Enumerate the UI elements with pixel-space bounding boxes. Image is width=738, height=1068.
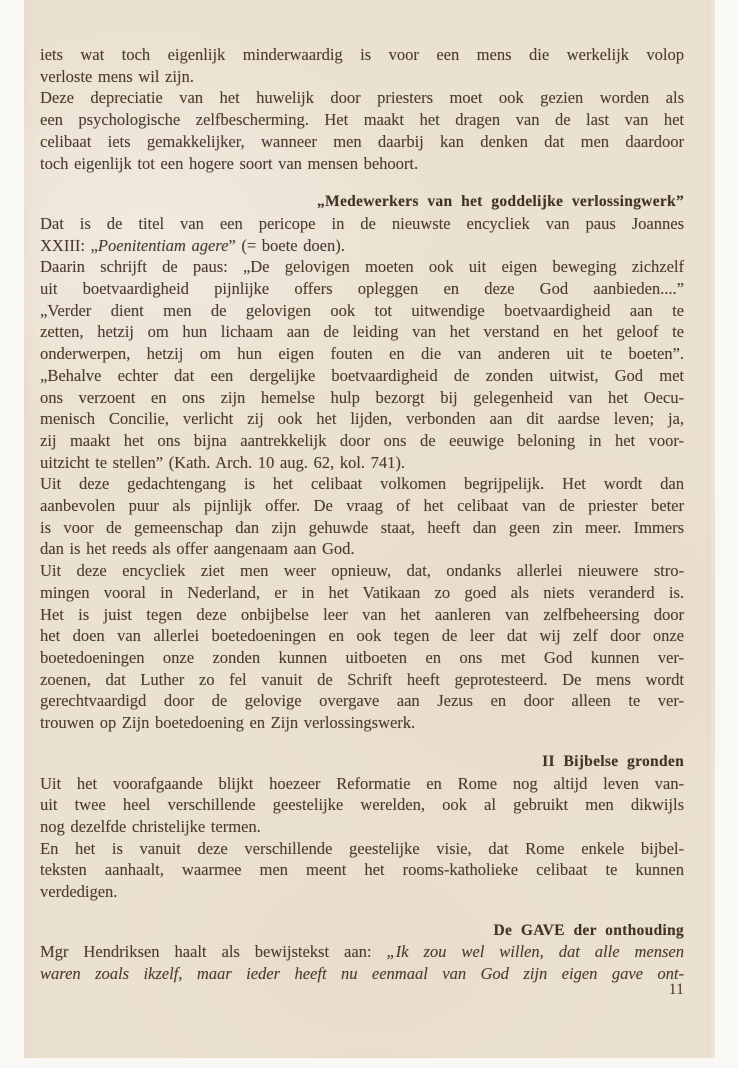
text-line: teksten aanhaalt, waarmee men meent het rooms-katholieke celibaat te kunnen [40, 860, 684, 880]
page-number: 11 [668, 981, 684, 998]
text-line: celibaat iets gemakkelijker, wanneer men daarbij kan denken dat men daardoor [40, 131, 684, 151]
text-line: trouwen op Zijn boetedoening en Zijn verlossingswerk. [40, 713, 416, 733]
text-line: menisch Concilie, verlicht zij ook het lijden, verbonden aan dit aardse leven; ja, [40, 409, 684, 429]
text-line: waren zoals ikzelf, maar ieder heeft nu eenmaal van God zijn eigen gave ont- [40, 964, 684, 984]
text-line: Daarin schrijft de paus: „De gelovigen moeten ook uit eigen beweging zichzelf [40, 257, 684, 277]
text-line: Dat is de titel van een pericope in de nieuwste encycliek van paus Joannes [40, 213, 684, 233]
text-line: aanbevolen puur als pijnlijk offer. De vraag of het celibaat van de priester beter [40, 496, 684, 516]
text-line: toch eigenlijk tot een hogere soort van mensen behoort. [40, 153, 419, 173]
text-line: mingen vooral in Nederland, er in het Vatikaan zo goed als niets veranderd is. [40, 582, 684, 602]
text-line: verloste mens wil zijn. [40, 66, 194, 86]
text-line: uit twee heel verschillende geestelijke werelden, ook al gebruikt men dikwijls [40, 795, 684, 815]
text-line: boetedoeningen onze zonden kunnen uitboeten en ons met God kunnen ver- [40, 647, 684, 667]
text-line: Uit het voorafgaande blijkt hoezeer Reformatie en Rome nog altijd leven van- [40, 773, 684, 793]
text-line: „Verder dient men de gelovigen ook tot uitwendige boetvaardigheid aan te [40, 300, 684, 320]
section-heading: „Medewerkers van het goddelijke verlossingwerk” [316, 193, 684, 211]
text-block [40, 44, 684, 985]
text-line: En het is vanuit deze verschillende geestelijke visie, dat Rome enkele bijbel- [40, 838, 684, 858]
text-line: iets wat toch eigenlijk minderwaardig is voor een mens die werkelijk volop [40, 45, 684, 64]
text-line: Het is juist tegen deze onbijbelse leer van het aanleren van zelfbeheersing door [40, 604, 684, 624]
text-line: zij maakt het ons bijna aantrekkelijk door ons de eeuwige beloning in het voor- [40, 430, 684, 450]
text-line: Uit deze encycliek ziet men weer opnieuw, dat, ondanks allerlei nieuwere stro- [40, 561, 684, 581]
text-line: Deze depreciatie van het huwelijk door priesters moet ook gezien worden als [40, 88, 684, 108]
text-line: nog dezelfde christelijke termen. [40, 816, 261, 836]
text-line: een psychologische zelfbescherming. Het maakt het dragen van de last van het [40, 110, 684, 130]
text-line: Mgr Hendriksen haalt als bewijstekst aan: „Ik zou wel willen, dat alle mensen [40, 942, 684, 962]
section-heading: De GAVE der onthouding [493, 921, 684, 939]
text-line: uitzicht te stellen” (Kath. Arch. 10 aug. 62, kol. 741). [40, 452, 405, 472]
text-line: „Behalve echter dat een dergelijke boetvaardigheid de zonden uitwist, God met [40, 365, 684, 385]
text-line: het doen van allerlei boetedoeningen en ook tegen de leer dat wij zelf door onze [40, 626, 684, 646]
text-line: Uit deze gedachtengang is het celibaat volkomen begrijpelijk. Het wordt dan [40, 474, 684, 494]
scanned-book-page [24, 0, 715, 1058]
text-line: XXIII: „Poenitentiam agere” (= boete doen). [40, 235, 345, 255]
text-line: gerechtvaardigd door de gelovige overgave aan Jezus en door alleen te ver- [40, 691, 684, 711]
text-line: onderwerpen, hetzij om hun eigen fouten en die van anderen uit te boeten”. [40, 344, 684, 364]
text-line: zetten, hetzij om hun lichaam aan de leiding van het verstand en het geloof te [40, 322, 684, 342]
text-line: verdedigen. [40, 882, 118, 902]
text-line: ons verzoent en ons zijn hemelse hulp bezorgt bij gelegenheid van het Oecu- [40, 387, 684, 407]
text-line: dan is het reeds als offer aangenaam aan God. [40, 539, 355, 559]
text-line: uit boetvaardigheid pijnlijke offers opleggen en deze God aanbieden....” [40, 279, 684, 299]
text-line: is voor de gemeenschap dan zijn gehuwde staat, heeft dan geen zin meer. Immers [40, 517, 684, 537]
section-heading: II Bijbelse gronden [542, 752, 684, 770]
text-line: zoenen, dat Luther zo fel vanuit de Schrift heeft geprotesteerd. De mens wordt [40, 669, 684, 689]
